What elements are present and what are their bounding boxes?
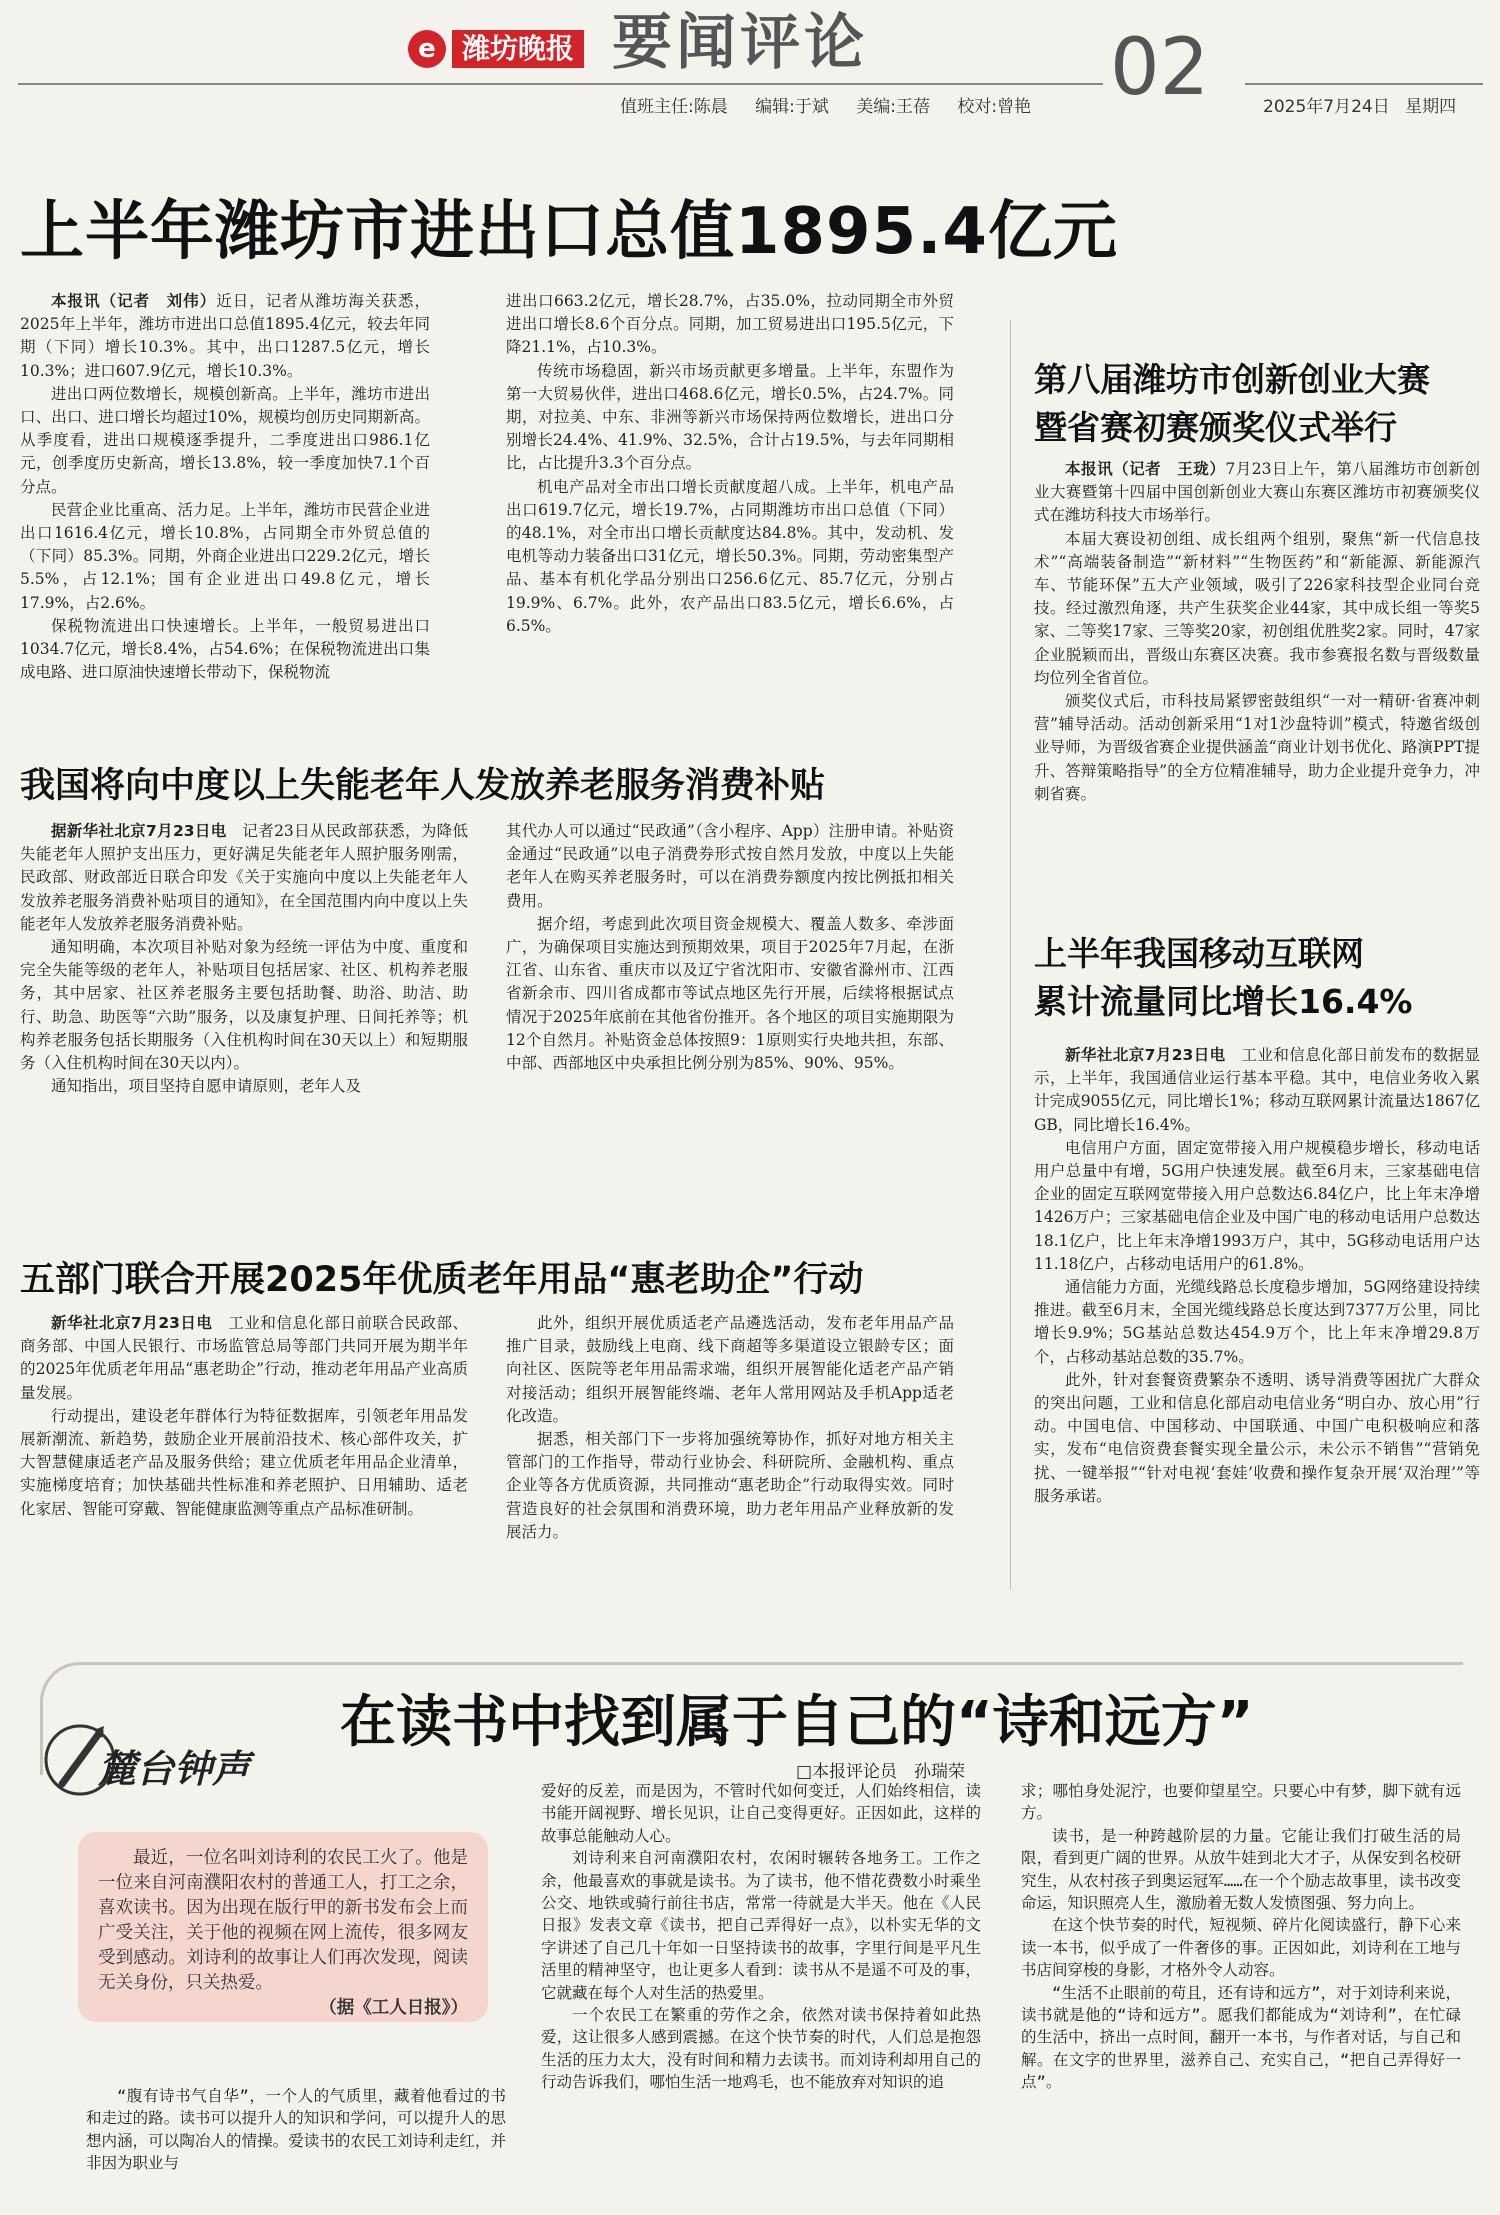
editor-credits: [620, 92, 1053, 117]
paragraph-text: 近日，记者从潍坊海关获悉，2025年上半年，潍坊市进出口总值1895.4亿元，较去年同期（下同）增长10.3%。其中，出口1287.5亿元，增长10.3%；进口607.9亿元，增长10.3%。: [20, 292, 430, 380]
paragraph: 通信能力方面，光缆线路总长度稳步增加，5G网络建设持续推进。截至6月末，全国光缆线路总长度达到7377万公里，同比增长9.9%；5G基站总数达454.9万个，比上年末净增29.8万个，占移动基站总数的35.7%。: [1034, 1278, 1480, 1366]
summary-source: （据《工人日报》）: [319, 1998, 468, 2018]
paragraph: [20, 290, 430, 383]
summary-text: 最近，一位名叫刘诗利的农民工火了。他是一位来自河南濮阳农村的普通工人，打工之余，喜欢读书。因为出现在版行甲的新书发布会上而广受关注，关于他的视频在网上流传，很多网友受到感动。刘诗利的故事让人们再次发现，阅读无关身份，只关热爱。: [98, 1848, 468, 1993]
paragraph: 通知明确，本次项目补贴对象为经统一评估为中度、重度和完全失能等级的老年人，补贴项目包括居家、社区、机构养老服务，其中居家、社区养老服务主要包括助餐、助浴、助洁、助行、助急、助医等“六助”服务，以及康复护理、日间托养等；机构养老服务包括长期服务（入住机构时间在30天以上）和短期服务（入住机构时间在30天以内）。: [20, 938, 468, 1073]
paragraph: 据介绍，考虑到此次项目资金规模大、覆盖人数多、牵涉面广，为确保项目实施达到预期效果，项目于2025年7月起，在浙江省、山东省、重庆市以及辽宁省沈阳市、安徽省滁州市、江西省新余市、四川省成都市等试点地区先行开展，后续将根据试点情况于2025年底前在其他省份推开。各个地区的项目实施期限为12个自然月。补贴资金总体按照9：1原则实行央地共担，东部、中部、西部地区中央承担比例分别为85%、90%、95%。: [506, 914, 954, 1073]
article1-col1: [20, 290, 430, 684]
paragraph: “生活不止眼前的苟且，还有诗和远方”，对于刘诗利来说，读书就是他的“诗和远方”。愿我们都能成为“刘诗利”，在忙碌的生活中，挤出一点时间，翻开一本书，与作者对话，与自己和解。在文字的世界里，滋养自己、充实自己，“把自己弄得好一点”。: [1021, 1983, 1461, 2092]
byline: 本报讯（记者 刘伟）: [51, 292, 217, 310]
paragraph-text: 工业和信息化部日前联合民政部、商务部、中国人民银行、市场监管总局等部门共同开展为期半年的2025年优质老年用品“惠老助企”行动，推动老年用品产业高质量发展。: [20, 1314, 468, 1402]
paragraph: 民营企业比重高、活力足。上半年，潍坊市民营企业进出口1616.4亿元，增长10.8%，占同期全市外贸总值的（下同）85.3%。同期，外商企业进出口229.2亿元，增长5.5%，占12.1%；国有企业进出口49.8亿元，增长17.9%，占2.6%。: [20, 500, 430, 612]
paragraph: 本届大赛设初创组、成长组两个组别，聚焦“新一代信息技术”“高端装备制造”“新材料”“生物医药”和“新能源、新能源汽车、节能环保”五大产业领域，吸引了226家科技型企业同台竞技。经过激烈角逐，共产生获奖企业44家，其中成长组一等奖5家、二等奖17家、三等奖20家，初创组优胜奖2家。同时，47家企业脱颖而出，晋级山东赛区决赛。我市参赛报名数与晋级数量均位列全省首位。: [1034, 529, 1480, 687]
column-logo: [42, 1712, 292, 1808]
article2-headline: 我国将向中度以上失能老年人发放养老服务消费补贴: [20, 766, 826, 806]
article3-col1: [20, 1312, 468, 1521]
paragraph: 爱好的反差，而是因为，不管时代如何变迁，人们始终相信，读书能开阔视野、增长见识，让自己变得更好。正因如此，这样的故事总能触动人心。: [541, 1782, 981, 1845]
article1-col2: [506, 290, 954, 638]
paper-name: 潍坊晚报: [452, 30, 584, 68]
paragraph: 此外，针对套餐资费繁杂不透明、诱导消费等困扰广大群众的突出问题，工业和信息化部启动电信业务“明白办、放心用”行动。中国电信、中国移动、中国联通、中国广电积极响应和落实，发布“电信资费套餐实现全量公示，未公示不销售”“营销免扰、一键举报”“针对电视‘套娃’收费和操作复杂开展‘双治理’”等服务承诺。: [1034, 1370, 1480, 1505]
paragraph: 颁奖仪式后，市科技局紧锣密鼓组织“一对一精研·省赛冲刺营”辅导活动。活动创新采用“1对1沙盘特训”模式，特邀省级创业导师，为晋级省赛企业提供涵盖“商业计划书优化、路演PPT提升、答辩策略指导”的全方位精准辅导，助力企业提升竞争力，冲刺省赛。: [1034, 692, 1480, 803]
paragraph: 在这个快节奏的时代，短视频、碎片化阅读盛行，静下心来读一本书，似乎成了一件奢侈的事。正因如此，刘诗利在工地与书店间穿梭的身影，才格外令人动容。: [1021, 1916, 1461, 1980]
editor-credit: 美编:王蓓: [856, 97, 931, 117]
paragraph: 通知指出，项目坚持自愿申请原则，老年人及: [51, 1077, 362, 1096]
paragraph: 据悉，相关部门下一步将加强统筹协作，抓好对地方相关主管部门的工作指导，带动行业协会、科研院所、金融机构、重点企业等各方优质资源，共同推动“惠老助企”行动取得实效。同时营造良好的社会氛围和消费环境，助力老年用品产业释放新的发展活力。: [506, 1430, 954, 1541]
byline: 本报讯（记者 王珑）: [1065, 460, 1226, 478]
paragraph: 其代办人可以通过“民政通”（含小程序、App）注册申请。补贴资金通过“民政通”以电子消费券形式按自然月发放，中度以上失能老年人在购买养老服务时，可以在消费券额度内按比例抵扣相关费用。: [506, 822, 954, 910]
opinion-author: □本报评论员 孙瑞荣: [796, 1762, 966, 1782]
side2-headline: [1034, 930, 1494, 1026]
masthead-rule-left: [18, 83, 1103, 85]
paragraph: [20, 820, 468, 936]
paragraph: [20, 1312, 468, 1405]
paragraph: 进出口两位数增长，规模创新高。上半年，潍坊市进出口、出口、进口增长均超过10%，规模均创历史同期新高。从季度看，进出口规模逐季提升，二季度进出口986.1亿元，创季度历史新高，增长13.8%，较一季度加快7.1个百分点。: [20, 384, 430, 496]
paragraph: [1034, 1044, 1480, 1137]
paragraph: [1034, 458, 1480, 528]
side1-headline: [1034, 356, 1494, 452]
opinion-col1: [86, 2085, 506, 2175]
paragraph-text: 工业和信息化部日前发布的数据显示，上半年，我国通信业运行基本平稳。其中，电信业务收入累计完成9055亿元，同比增长1%；移动互联网累计流量达1867亿GB，同比增长16.4%。: [1034, 1046, 1480, 1134]
article3-col2: [506, 1312, 954, 1544]
editor-credit: 值班主任:陈晨: [620, 97, 728, 117]
summary-box: [78, 1832, 488, 2022]
paragraph: 刘诗利来自河南濮阳农村，农闲时辗转各地务工。工作之余，他最喜欢的事就是读书。为了读书，他不惜花费数小时乘坐公交、地铁或骑行前往书店，常常一待就是大半天。他在《人民日报》发表文章《读书，把自己弄得好一点》，以朴实无华的文字讲述了自己几十年如一日坚持读书的故事，字里行间是平凡生活里的精神坚守，也让更多人看到：读书从不是遥不可及的事，它就藏在每个人对生活的热爱里。: [541, 1849, 981, 2002]
paragraph: 此外，组织开展优质适老产品遴选活动，发布老年用品产品推广目录，鼓励线上电商、线下商超等多渠道设立银龄专区；面向社区、医院等老年用品需求端，组织开展智能化适老产品产销对接活动；组织开展智能终端、老年人常用网站及手机App适老化改造。: [506, 1314, 954, 1425]
side2-body: [1034, 1044, 1480, 1508]
headline-line: 暨省赛初赛颁奖仪式举行: [1034, 408, 1397, 447]
byline: 据新华社北京7月23日电: [51, 822, 227, 840]
date-text: 2025年7月24日: [1263, 97, 1390, 117]
opinion-col3: [1021, 1780, 1461, 2094]
paragraph: 传统市场稳固，新兴市场贡献更多增量。上半年，东盟作为第一大贸易伙伴，进出口468.6亿元，增长0.5%，占24.7%。同期，对拉美、中东、非洲等新兴市场保持两位数增长，进出口分别增长24.4%、41.9%、32.5%，合计占19.5%，与去年同期相比，占比提升3.3个百分点。: [506, 361, 954, 473]
masthead-rule-right: [1245, 83, 1483, 85]
page-number: 02: [1110, 23, 1210, 113]
paragraph-text: 记者23日从民政部获悉，为降低失能老年人照护支出压力，更好满足失能老年人照护服务刚需，民政部、财政部近日联合印发《关于实施向中度以上失能老年人发放养老服务消费补贴项目的通知》，在全国范围内向中度以上失能老年人发放养老服务消费补贴。: [20, 822, 468, 933]
paragraph: “腹有诗书气自华”，一个人的气质里，藏着他看过的书和走过的路。读书可以提升人的知识和学问，可以提升人的思想内涵，可以陶冶人的情操。爱读书的农民工刘诗利走红，并非因为职业与: [86, 2087, 506, 2173]
article1-headline: 上半年潍坊市进出口总值1895.4亿元: [20, 195, 1118, 269]
article2-col1: [20, 820, 468, 1098]
paragraph: 一个农民工在繁重的劳作之余，依然对读书保持着如此热爱，这让很多人感到震撼。在这个快节奏的时代，人们总是抱怨生活的压力太大，没有时间和精力去读书。而刘诗利却用自己的行动告诉我们，哪怕生活一地鸡毛，也不能放弃对知识的追: [541, 2006, 981, 2092]
weekday-text: 星期四: [1405, 97, 1457, 117]
article2-col2: [506, 820, 954, 1075]
headline-line: 第八届潍坊市创新创业大赛: [1034, 360, 1430, 399]
paragraph: 电信用户方面，固定宽带接入用户规模稳步增长，移动电话用户总量中有增，5G用户快速发展。截至6月末，三家基础电信企业的固定互联网宽带接入用户总数达6.84亿户，比上年末净增1426万户；三家基础电信企业及中国广电的移动电话用户总数达18.1亿户，比上年末净增1993万户，其中，5G移动电话用户达11.18亿户，占移动电话用户的61.8%。: [1034, 1138, 1480, 1273]
section-title: 要闻评论: [612, 8, 868, 78]
opinion-col2: [541, 1780, 981, 2094]
opinion-headline: 在读书中找到属于自己的“诗和远方”: [340, 1690, 1254, 1755]
article3-headline: 五部门联合开展2025年优质老年用品“惠老助企”行动: [20, 1260, 864, 1300]
paragraph: 读书，是一种跨越阶层的力量。它能让我们打破生活的局限，看到更广阔的世界。从放牛娃到北大才子，从保安到名校研究生，从农村孩子到奥运冠军……在一个个励志故事里，读书改变命运，知识照亮人生，激励着无数人发愤图强、努力向上。: [1021, 1826, 1461, 1913]
logo-icon: e: [408, 30, 446, 68]
paragraph: 机电产品对全市出口增长贡献度超八成。上半年，机电产品出口619.7亿元，增长19.7%，占同期潍坊市出口总值（下同）的48.1%，对全市出口增长贡献度达84.8%。其中，发动机、发电机等动力装备出口31亿元，增长50.3%。同期，劳动密集型产品、基本有机化学品分别出口256.6亿元、85.7亿元，分别占19.9%、6.7%。此外，农产品出口83.5亿元，增长6.6%，占6.5%。: [506, 477, 954, 635]
paragraph: 进出口663.2亿元，增长28.7%，占35.0%，拉动同期全市外贸进出口增长8.6个百分点。同期，加工贸易进出口195.5亿元，下降21.1%，占10.3%。: [506, 292, 954, 357]
headline-line: 累计流量同比增长16.4%: [1034, 982, 1413, 1021]
column-divider: [1010, 320, 1011, 1590]
paragraph: 保税物流进出口快速增长。上半年，一般贸易进出口1034.7亿元，增长8.4%，占54.6%；在保税物流进出口集成电路、进口原油快速增长带动下，保税物流: [20, 616, 430, 682]
paragraph: 行动提出，建设老年群体行为特征数据库，引领老年用品发展新潮流、新趋势，鼓励企业开展前沿技术、核心部件攻关，扩大智慧健康适老产品及服务供给；建立优质老年用品企业清单，实施梯度培育；加快基础共性标准和养老照护、日用辅助、适老化家居、智能可穿戴、智能健康监测等重点产品标准研制。: [20, 1406, 468, 1518]
byline: 新华社北京7月23日电: [1065, 1046, 1226, 1064]
byline: 新华社北京7月23日电: [51, 1314, 213, 1332]
issue-date: [1253, 92, 1456, 117]
paragraph: 求；哪怕身处泥泞，也要仰望星空。只要心中有梦，脚下就有远方。: [1021, 1782, 1461, 1823]
editor-credit: 编辑:于斌: [755, 97, 829, 117]
headline-line: 上半年我国移动互联网: [1034, 934, 1364, 973]
column-name: 麓台钟声: [98, 1747, 251, 1791]
editor-credit: 校对:曾艳: [957, 97, 1032, 117]
side1-body: [1034, 458, 1480, 806]
paragraph-text: 7月23日上午，第八届潍坊市创新创业大赛暨第十四届中国创新创业大赛山东赛区潍坊市初赛颁奖仪式在潍坊科技大市场举行。: [1034, 460, 1480, 525]
